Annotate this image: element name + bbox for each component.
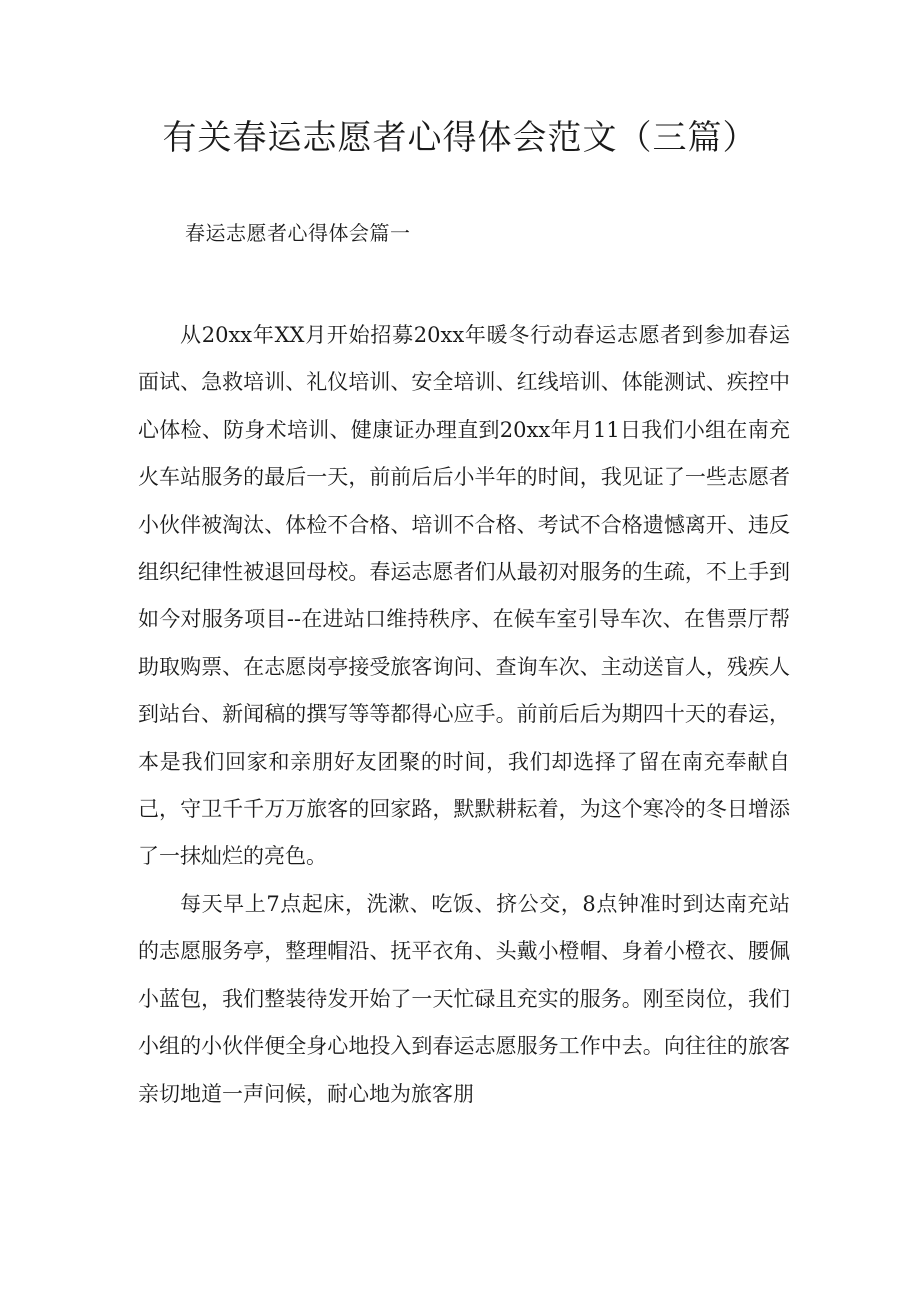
document-title: 有关春运志愿者心得体会范文（三篇） (162, 118, 758, 158)
paragraph: 从20xx年XX月开始招募20xx年暖冬行动春运志愿者到参加春运面试、急救培训、礼仪培训、安全培训、红线培训、体能测试、疾控中心体检、防身术培训、健康证办理直到20xx年月11日我们小组在南充火车站服务的最后一天，前前后后小半年的时间，我见证了一些志愿者小伙伴被淘汰、体检不合格、培训不合格、考试不合格遗憾离开、违反组织纪律性被退回母校。春运志愿者们从最初对服务的生疏，不上手到如今对服务项目--在进站口维持秩序、在候车室引导车次、在售票厅帮助取购票、在志愿岗亭接受旅客询问、查询车次、主动送盲人，残疾人到站台、新闻稿的撰写等等都得心应手。前前后后为期四十天的春运，本是我们回家和亲朋好友团聚的时间，我们却选择了留在南充奉献自己，守卫千千万万旅客的回家路，默默耕耘着，为这个寒冷的冬日增添了一抹灿烂的亮色。 (138, 323, 790, 869)
section-heading: 春运志愿者心得体会篇一 (185, 221, 411, 245)
paragraph: 每天早上7点起床，洗漱、吃饭、挤公交，8点钟准时到达南充站的志愿服务亭，整理帽沿、抚平衣角、头戴小橙帽、身着小橙衣、腰佩小蓝包，我们整装待发开始了一天忙碌且充实的服务。刚至岗位，我们小组的小伙伴便全身心地投入到春运志愿服务工作中去。向往往的旅客亲切地道一声问候，耐心地为旅客朋 (138, 891, 790, 1106)
document-body (138, 312, 790, 1118)
